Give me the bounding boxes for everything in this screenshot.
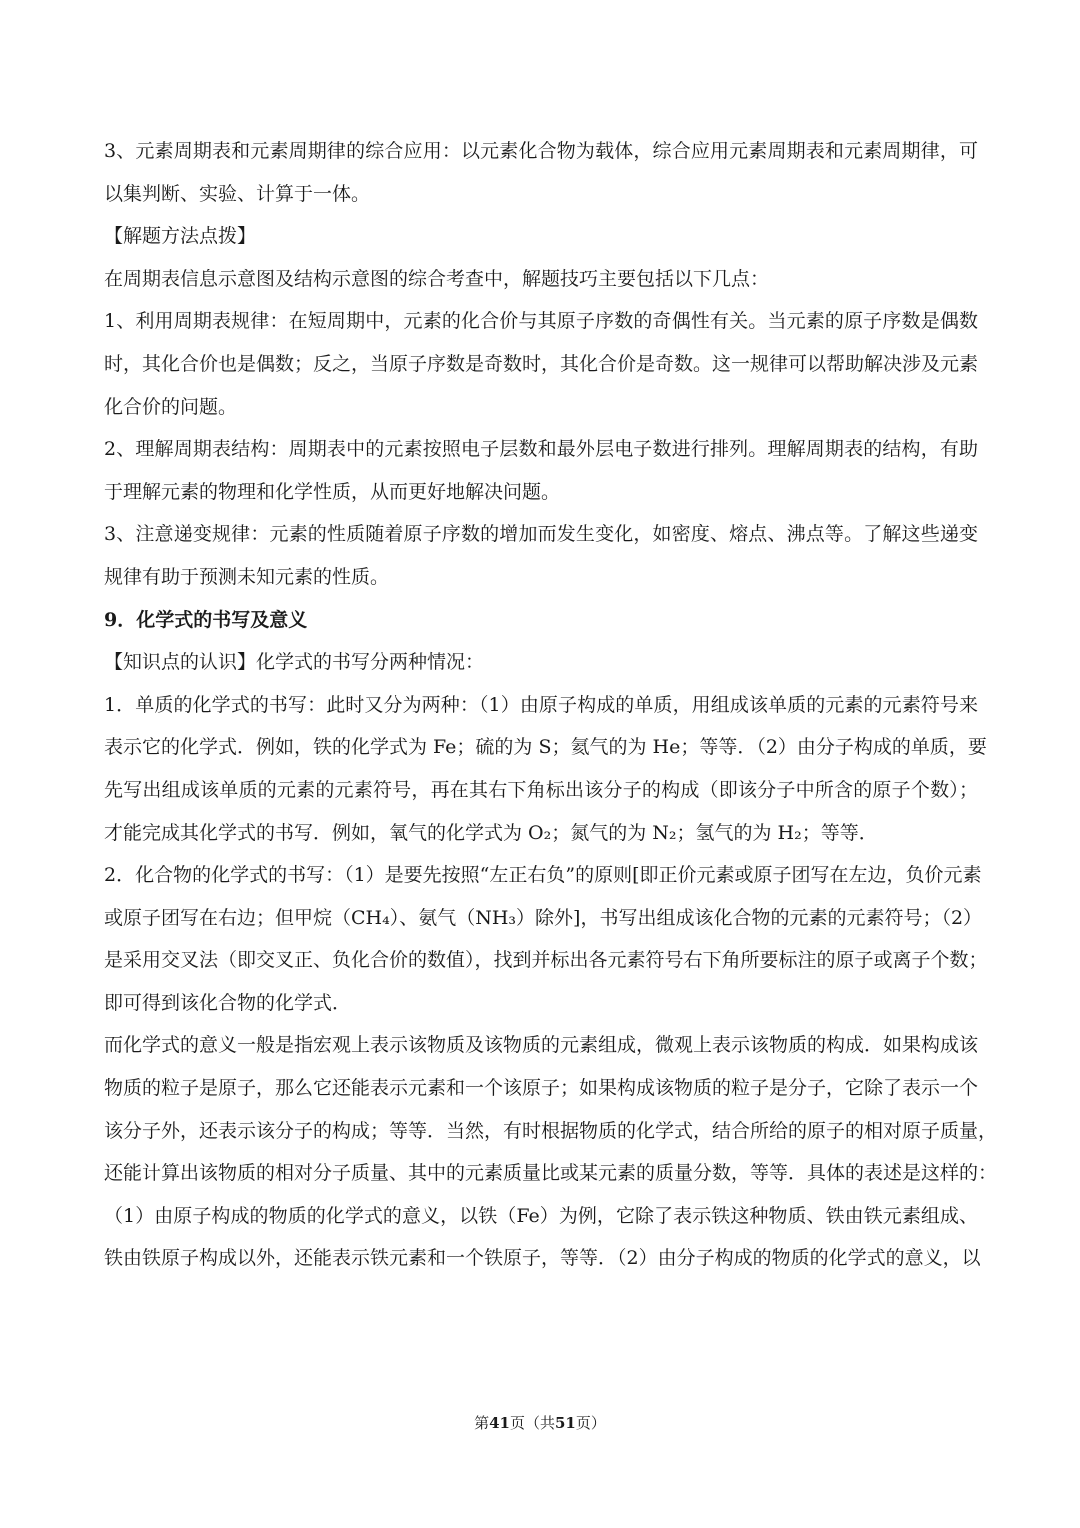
text-line: 以集判断、实验、计算于一体。	[104, 182, 371, 205]
text-line: 还能计算出该物质的相对分子质量、其中的元素质量比或某元素的质量分数，等等．具体的表述是这样的：	[104, 1162, 998, 1185]
text-line: 物质的粒子是原子，那么它还能表示元素和一个该原子；如果构成该物质的粒子是分子，它除了表示一个	[104, 1077, 979, 1100]
text-line: 先写出组成该单质的元素的元素符号，再在其右下角标出该分子的构成（即该分子中所含的原子个数）；	[104, 778, 978, 801]
text-line: 【知识点的认识】化学式的书写分两种情况：	[104, 651, 485, 674]
text-line: 2．化合物的化学式的书写：（1）是要先按照“左正右负”的原则[即正价元素或原子团写在左边，负价元素	[104, 864, 982, 887]
document-body	[104, 130, 998, 1280]
page-footer	[0, 1412, 1080, 1433]
text-line: 1、利用周期表规律：在短周期中，元素的化合价与其原子序数的奇偶性有关。当元素的原子序数是偶数	[104, 310, 978, 333]
text-line: 在周期表信息示意图及结构示意图的综合考查中，解题技巧主要包括以下几点：	[104, 267, 770, 290]
text-line: 规律有助于预测未知元素的性质。	[104, 565, 390, 588]
text-line: 该分子外，还表示该分子的构成；等等．当然，有时根据物质的化学式，结合所给的原子的相对原子质量，	[104, 1119, 998, 1142]
text-line: 3、元素周期表和元素周期律的综合应用：以元素化合物为载体，综合应用元素周期表和元素周期律，可	[104, 140, 978, 162]
text-line: 2、理解周期表结构：周期表中的元素按照电子层数和最外层电子数进行排列。理解周期表的结构，有助	[104, 438, 978, 461]
text-line: 1．单质的化学式的书写：此时又分为两种：（1）由原子构成的单质，用组成该单质的元素的元素符号来	[104, 693, 978, 716]
text-line: 是采用交叉法（即交叉正、负化合价的数值），找到并标出各元素符号右下角所要标注的原子或离子个数；	[104, 949, 988, 972]
footer-middle: 页（共	[509, 1414, 555, 1432]
text-line: 于理解元素的物理和化学性质，从而更好地解决问题。	[104, 480, 561, 503]
footer-suffix: 页）	[575, 1414, 606, 1432]
text-line: 表示它的化学式．例如，铁的化学式为 Fe；硫的为 S；氦气的为 He；等等．（2）由分子构成的单质，要	[104, 736, 987, 759]
text-line: 化合价的问题。	[104, 395, 238, 418]
text-line: 或原子团写在右边；但甲烷（CH₄）、氨气（NH₃）除外]，书写出组成该化合物的元素的元素符号；（2）	[104, 906, 983, 929]
footer-prefix: 第	[474, 1414, 490, 1432]
section-heading: 9．化学式的书写及意义	[104, 608, 308, 631]
current-page-number: 41	[489, 1414, 510, 1432]
text-line: 铁由铁原子构成以外，还能表示铁元素和一个铁原子，等等．（2）由分子构成的物质的化学式的意义，以	[104, 1247, 981, 1270]
text-line: 3、注意递变规律：元素的性质随着原子序数的增加而发生变化，如密度、熔点、沸点等。了解这些递变	[104, 523, 978, 546]
text-line: 才能完成其化学式的书写．例如，氧气的化学式为 O₂；氮气的为 N₂；氢气的为 H₂；等等．	[104, 821, 878, 844]
total-page-number: 51	[555, 1414, 576, 1432]
text-line: 即可得到该化合物的化学式．	[104, 991, 352, 1014]
text-line: 而化学式的意义一般是指宏观上表示该物质及该物质的元素组成，微观上表示该物质的构成．如果构成该	[104, 1034, 979, 1057]
text-line: 【解题方法点拨】	[104, 225, 257, 248]
text-line: （1）由原子构成的物质的化学式的意义，以铁（Fe）为例，它除了表示铁这种物质、铁由铁元素组成、	[104, 1204, 978, 1227]
text-line: 时，其化合价也是偶数；反之，当原子序数是奇数时，其化合价是奇数。这一规律可以帮助解决涉及元素	[104, 352, 979, 375]
